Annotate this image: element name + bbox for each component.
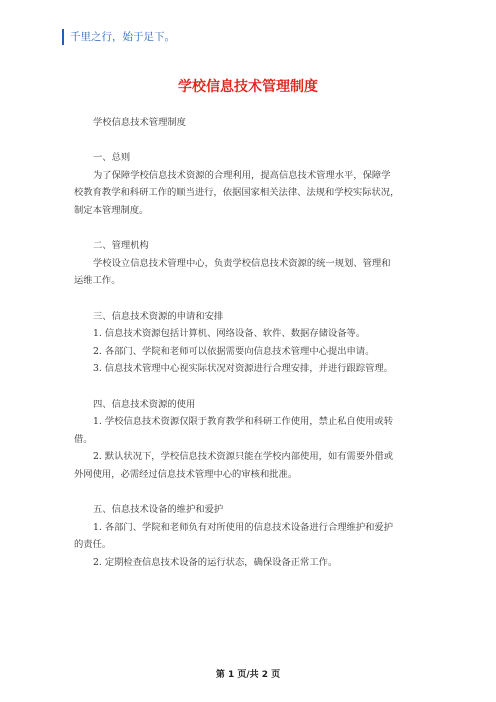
header-motto: 千里之行，始于足下。: [70, 31, 175, 43]
body-line: 学校设立信息技术管理中心，负责学校信息技术资源的统一规划、管理和: [93, 257, 391, 269]
body-line: 运维工作。: [74, 275, 121, 287]
body-line: 的责任。: [74, 539, 112, 551]
document-body: [74, 114, 444, 571]
body-line: 1. 信息技术资源包括计算机、网络设备、软件、数据存储设备等。: [93, 328, 366, 340]
body-line: 2. 默认状况下，学校信息技术资源只能在学校内部使用，如有需要外借或: [93, 451, 394, 463]
page-footer: 第 1 页/共 2 页: [215, 670, 281, 680]
section-heading: 四、信息技术资源的使用: [93, 398, 196, 410]
body-line: 2. 各部门、学院和老师可以依据需要向信息技术管理中心提出申请。: [93, 345, 375, 357]
body-line: 借。: [74, 433, 93, 445]
section-heading: 三、信息技术资源的申请和安排: [93, 310, 224, 322]
section-heading: 五、信息技术设备的维护和爱护: [93, 504, 224, 516]
document-title: 学校信息技术管理制度: [178, 79, 318, 95]
body-line: 2. 定期检查信息技术设备的运行状态，确保设备正常工作。: [93, 556, 338, 568]
body-line: 校教育教学和科研工作的顺当进行，依据国家相关法律、法规和学校实际状况，: [74, 187, 400, 199]
body-line: 3. 信息技术管理中心视实际状况对资源进行合理安排，并进行跟踪管理。: [93, 363, 394, 375]
body-line: 外网使用，必需经过信息技术管理中心的审核和批准。: [74, 468, 298, 480]
body-line: 1. 学校信息技术资源仅限于教育教学和科研工作使用，禁止私自使用或转: [93, 416, 394, 428]
body-line: 为了保障学校信息技术资源的合理利用，提高信息技术管理水平，保障学: [93, 169, 391, 181]
document-subtitle: 学校信息技术管理制度: [93, 117, 186, 128]
header-accent-bar: [62, 29, 64, 45]
section-heading: 一、总则: [93, 152, 131, 164]
section-heading: 二、管理机构: [93, 240, 149, 252]
body-line: 制定本管理制度。: [74, 204, 149, 216]
body-line: 1. 各部门、学院和老师负有对所使用的信息技术设备进行合理维护和爱护: [93, 521, 394, 533]
